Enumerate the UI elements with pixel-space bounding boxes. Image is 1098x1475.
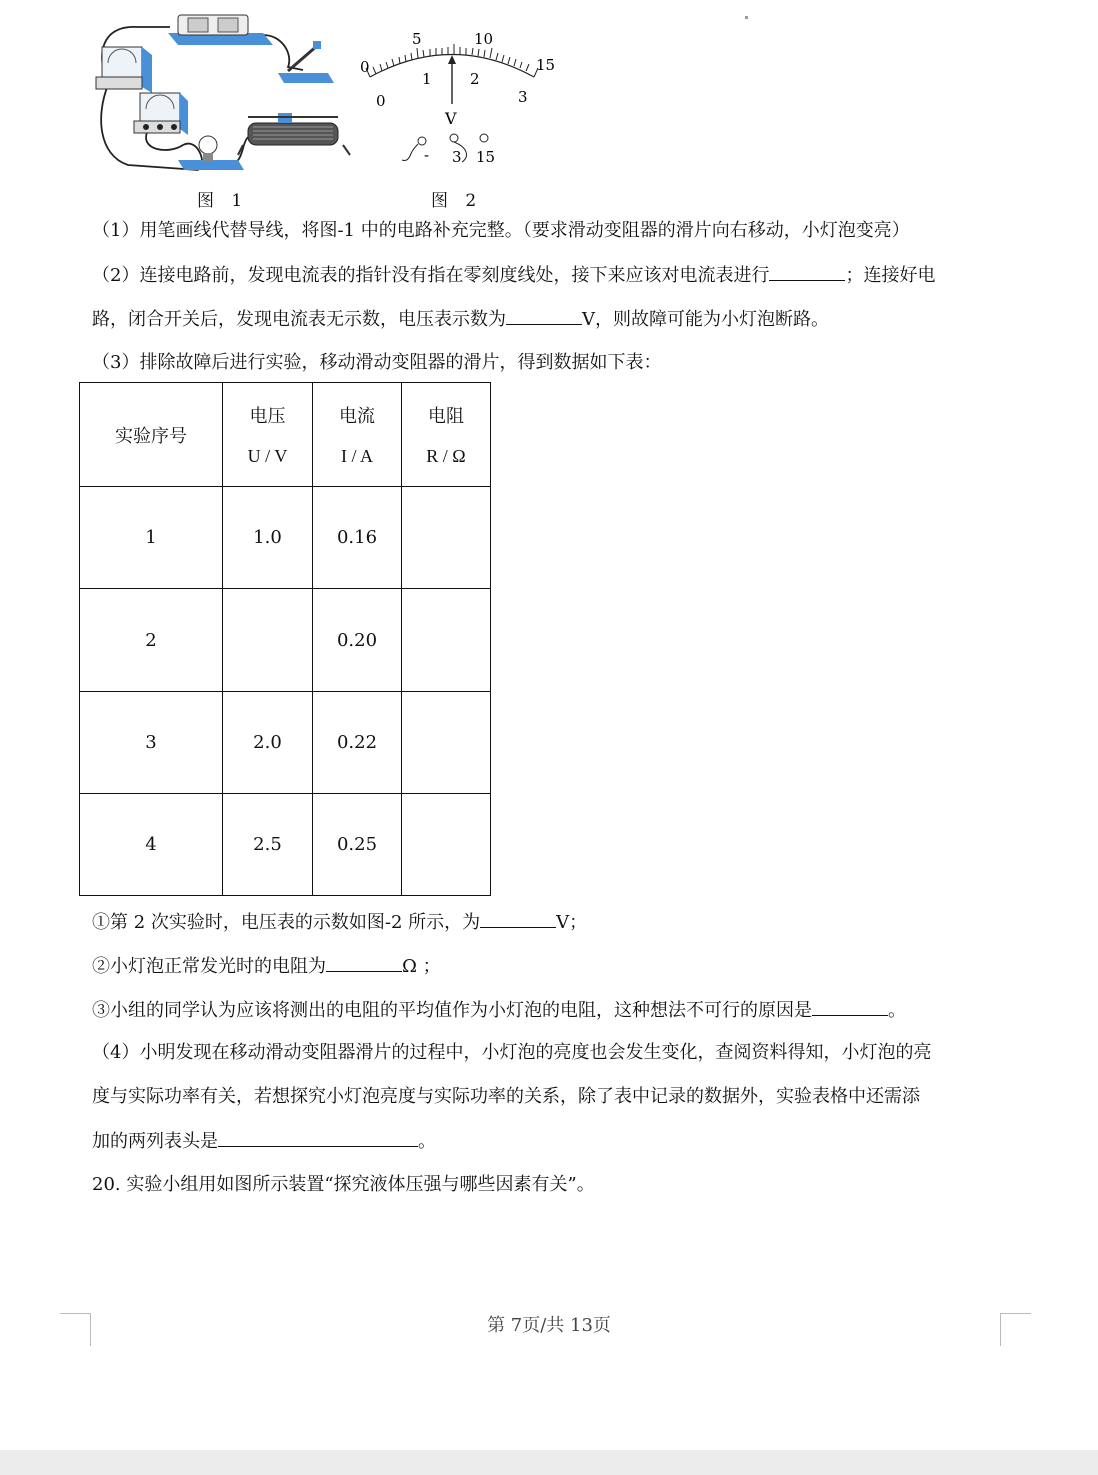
question-4-line-1: （4）小明发现在移动滑动变阻器滑片的过程中，小灯泡的亮度也会发生变化，查阅资料得知，小灯泡的亮	[92, 1042, 932, 1063]
table-cell: 2	[80, 589, 223, 692]
unit-label: V	[445, 109, 457, 128]
table-cell: 2.0	[223, 692, 313, 794]
question-2-text-b: ；连接好电	[845, 265, 936, 286]
stray-dot	[745, 16, 748, 19]
table-cell: 2.5	[223, 794, 313, 896]
table-cell[interactable]	[402, 487, 491, 589]
table-cell: 3	[80, 692, 223, 794]
page-number: 第 7页/共 13页	[487, 1315, 611, 1336]
table-cell: 0.25	[313, 794, 402, 896]
answer-blank-reading[interactable]	[480, 909, 556, 928]
question-2-text-a: （2）连接电路前，发现电流表的指针没有指在零刻度线处，接下来应该对电流表进行	[92, 265, 770, 286]
terminal-label-3: 3	[452, 148, 462, 166]
table-cell: 1.0	[223, 487, 313, 589]
question-3-sub-3: ③小组的同学认为应该将测出的电阻的平均值作为小灯泡的电阻，这种想法不可行的原因是 。	[92, 997, 906, 1024]
data-table	[79, 382, 491, 896]
scale-top-15: 15	[536, 56, 556, 74]
scale-bottom-3: 3	[518, 88, 528, 106]
figure-1-circuit	[88, 5, 368, 185]
question-1: （1）用笔画线代替导线，将图-1 中的电路补充完整。（要求滑动变阻器的滑片向右移动，小灯泡变亮）	[92, 220, 910, 241]
answer-blank-reason[interactable]	[812, 997, 888, 1016]
table-row	[80, 794, 491, 896]
table-cell[interactable]	[223, 589, 313, 692]
table-row	[80, 487, 491, 589]
answer-blank-resistance[interactable]	[326, 953, 402, 972]
question-3-sub-2: ②小灯泡正常发光时的电阻为 Ω ；	[92, 953, 441, 980]
table-cell: 4	[80, 794, 223, 896]
scale-top-0: 0	[360, 58, 370, 76]
terminal-15	[480, 134, 488, 142]
question-2-text-c: 路，闭合开关后，发现电流表无示数，电压表示数为	[92, 309, 506, 330]
scale-bottom-0: 0	[376, 92, 386, 110]
table-header-current: 电流 I / A	[313, 383, 402, 487]
table-cell[interactable]	[402, 794, 491, 896]
table-header-row	[80, 383, 491, 487]
table-row	[80, 589, 491, 692]
terminal-3	[450, 134, 458, 142]
table-cell: 0.22	[313, 692, 402, 794]
table-cell[interactable]	[402, 692, 491, 794]
question-3-sub-1: ①第 2 次实验时，电压表的示数如图-2 所示，为 V；	[92, 909, 587, 936]
table-header-trial: 实验序号	[80, 383, 223, 487]
answer-blank-zero-adjust[interactable]	[769, 262, 845, 281]
question-2-line-2	[92, 306, 829, 333]
terminal-label-negative: -	[424, 146, 430, 164]
question-20: 20. 实验小组用如图所示装置“探究液体压强与哪些因素有关”。	[92, 1174, 595, 1195]
question-2-line-1	[92, 262, 935, 289]
scale-bottom-2: 2	[470, 70, 480, 88]
answer-blank-voltage[interactable]	[506, 306, 582, 325]
viewer-bottom-bar	[0, 1450, 1098, 1475]
scale-top-10: 10	[474, 30, 494, 48]
question-3: （3）排除故障后进行实验，移动滑动变阻器的滑片，得到数据如下表：	[92, 352, 662, 373]
table-row	[80, 692, 491, 794]
figure-2-voltmeter	[352, 22, 562, 172]
question-2-text-d: V，则故障可能为小灯泡断路。	[582, 309, 829, 330]
table-header-resistance: 电阻 R / Ω	[402, 383, 491, 487]
table-cell: 0.20	[313, 589, 402, 692]
table-cell: 0.16	[313, 487, 402, 589]
scale-top-5: 5	[412, 30, 422, 48]
figure-2-caption: 图 2	[431, 191, 483, 211]
terminal-negative	[418, 137, 426, 145]
figure-1-caption: 图 1	[197, 191, 249, 211]
table-cell: 1	[80, 487, 223, 589]
question-4-line-3: 加的两列表头是 。	[92, 1128, 436, 1155]
terminal-label-15: 15	[476, 148, 496, 166]
table-cell[interactable]	[402, 589, 491, 692]
scale-bottom-1: 1	[422, 70, 432, 88]
table-header-voltage: 电压 U / V	[223, 383, 313, 487]
answer-blank-headers[interactable]	[218, 1128, 418, 1147]
question-4-line-2: 度与实际功率有关，若想探究小灯泡亮度与实际功率的关系，除了表中记录的数据外，实验表格中还需添	[92, 1086, 920, 1107]
